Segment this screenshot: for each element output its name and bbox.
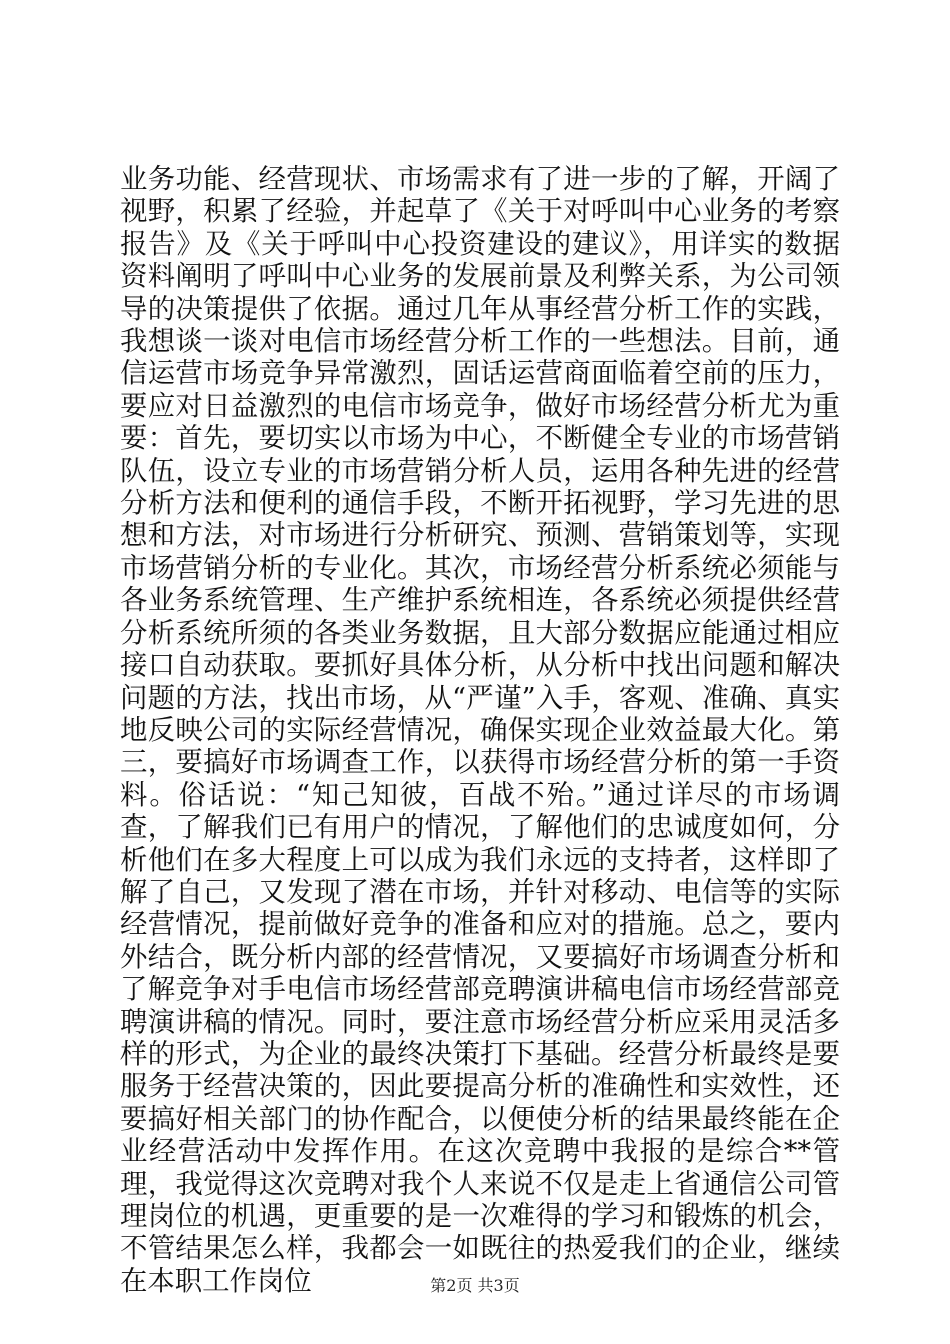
page-number-footer: 第2页 共3页	[430, 1276, 520, 1295]
body-paragraph: 业务功能、经营现状、市场需求有了进一步的了解，开阔了视野，积累了经验，并起草了《关于对呼叫中心业务的考察报告》及《关于呼叫中心投资建设的建议》，用详实的数据资料阐明了呼叫中心业务的发展前景及利弊关系，为公司领导的决策提供了依据。通过几年从事经营分析工作的实践，我想谈一谈对电信市场经营分析工作的一些想法。目前，通信运营市场竞争异常激烈，固话运营商面临着空前的压力，要应对日益激烈的电信市场竞争，做好市场经营分析尤为重要：首先，要切实以市场为中心，不断健全专业的市场营销队伍，设立专业的市场营销分析人员，运用各种先进的经营分析方法和便利的通信手段，不断开拓视野，学习先进的思想和方法，对市场进行分析研究、预测、营销策划等，实现市场营销分析的专业化。其次，市场经营分析系统必须能与各业务系统管理、生产维护系统相连，各系统必须提供经营分析系统所须的各类业务数据，且大部分数据应能通过相应接口自动获取。要抓好具体分析，从分析中找出问题和解决问题的方法，找出市场，从“严谨”入手，客观、准确、真实地反映公司的实际经营情况，确保实现企业效益最大化。第三，要搞好市场调查工作，以获得市场经营分析的第一手资料。俗话说：“知己知彼，百战不殆。”通过详尽的市场调查，了解我们已有用户的情况，了解他们的忠诚度如何，分析他们在多大程度上可以成为我们永远的支持者，这样即了解了自己，又发现了潜在市场，并针对移动、电信等的实际经营情况，提前做好竞争的准备和应对的措施。总之，要内外结合，既分析内部的经营情况，又要搞好市场调查分析和了解竞争对手电信市场经营部竞聘演讲稿电信市场经营部竞聘演讲稿的情况。同时，要注意市场经营分析应采用灵活多样的形式，为企业的最终决策打下基础。经营分析最终是要服务于经营决策的，因此要提高分析的准确性和实效性，还要搞好相关部门的协作配合，以便使分析的结果最终能在企业经营活动中发挥作用。在这次竞聘中我报的是综合**管理，我觉得这次竞聘对我个人来说不仅是走上省通信公司管理岗位的机遇，更重要的是一次难得的学习和锻炼的机会，不管结果怎么样，我都会一如既往的热爱我们的企业，继续在本职工作岗位	[120, 164, 840, 1297]
